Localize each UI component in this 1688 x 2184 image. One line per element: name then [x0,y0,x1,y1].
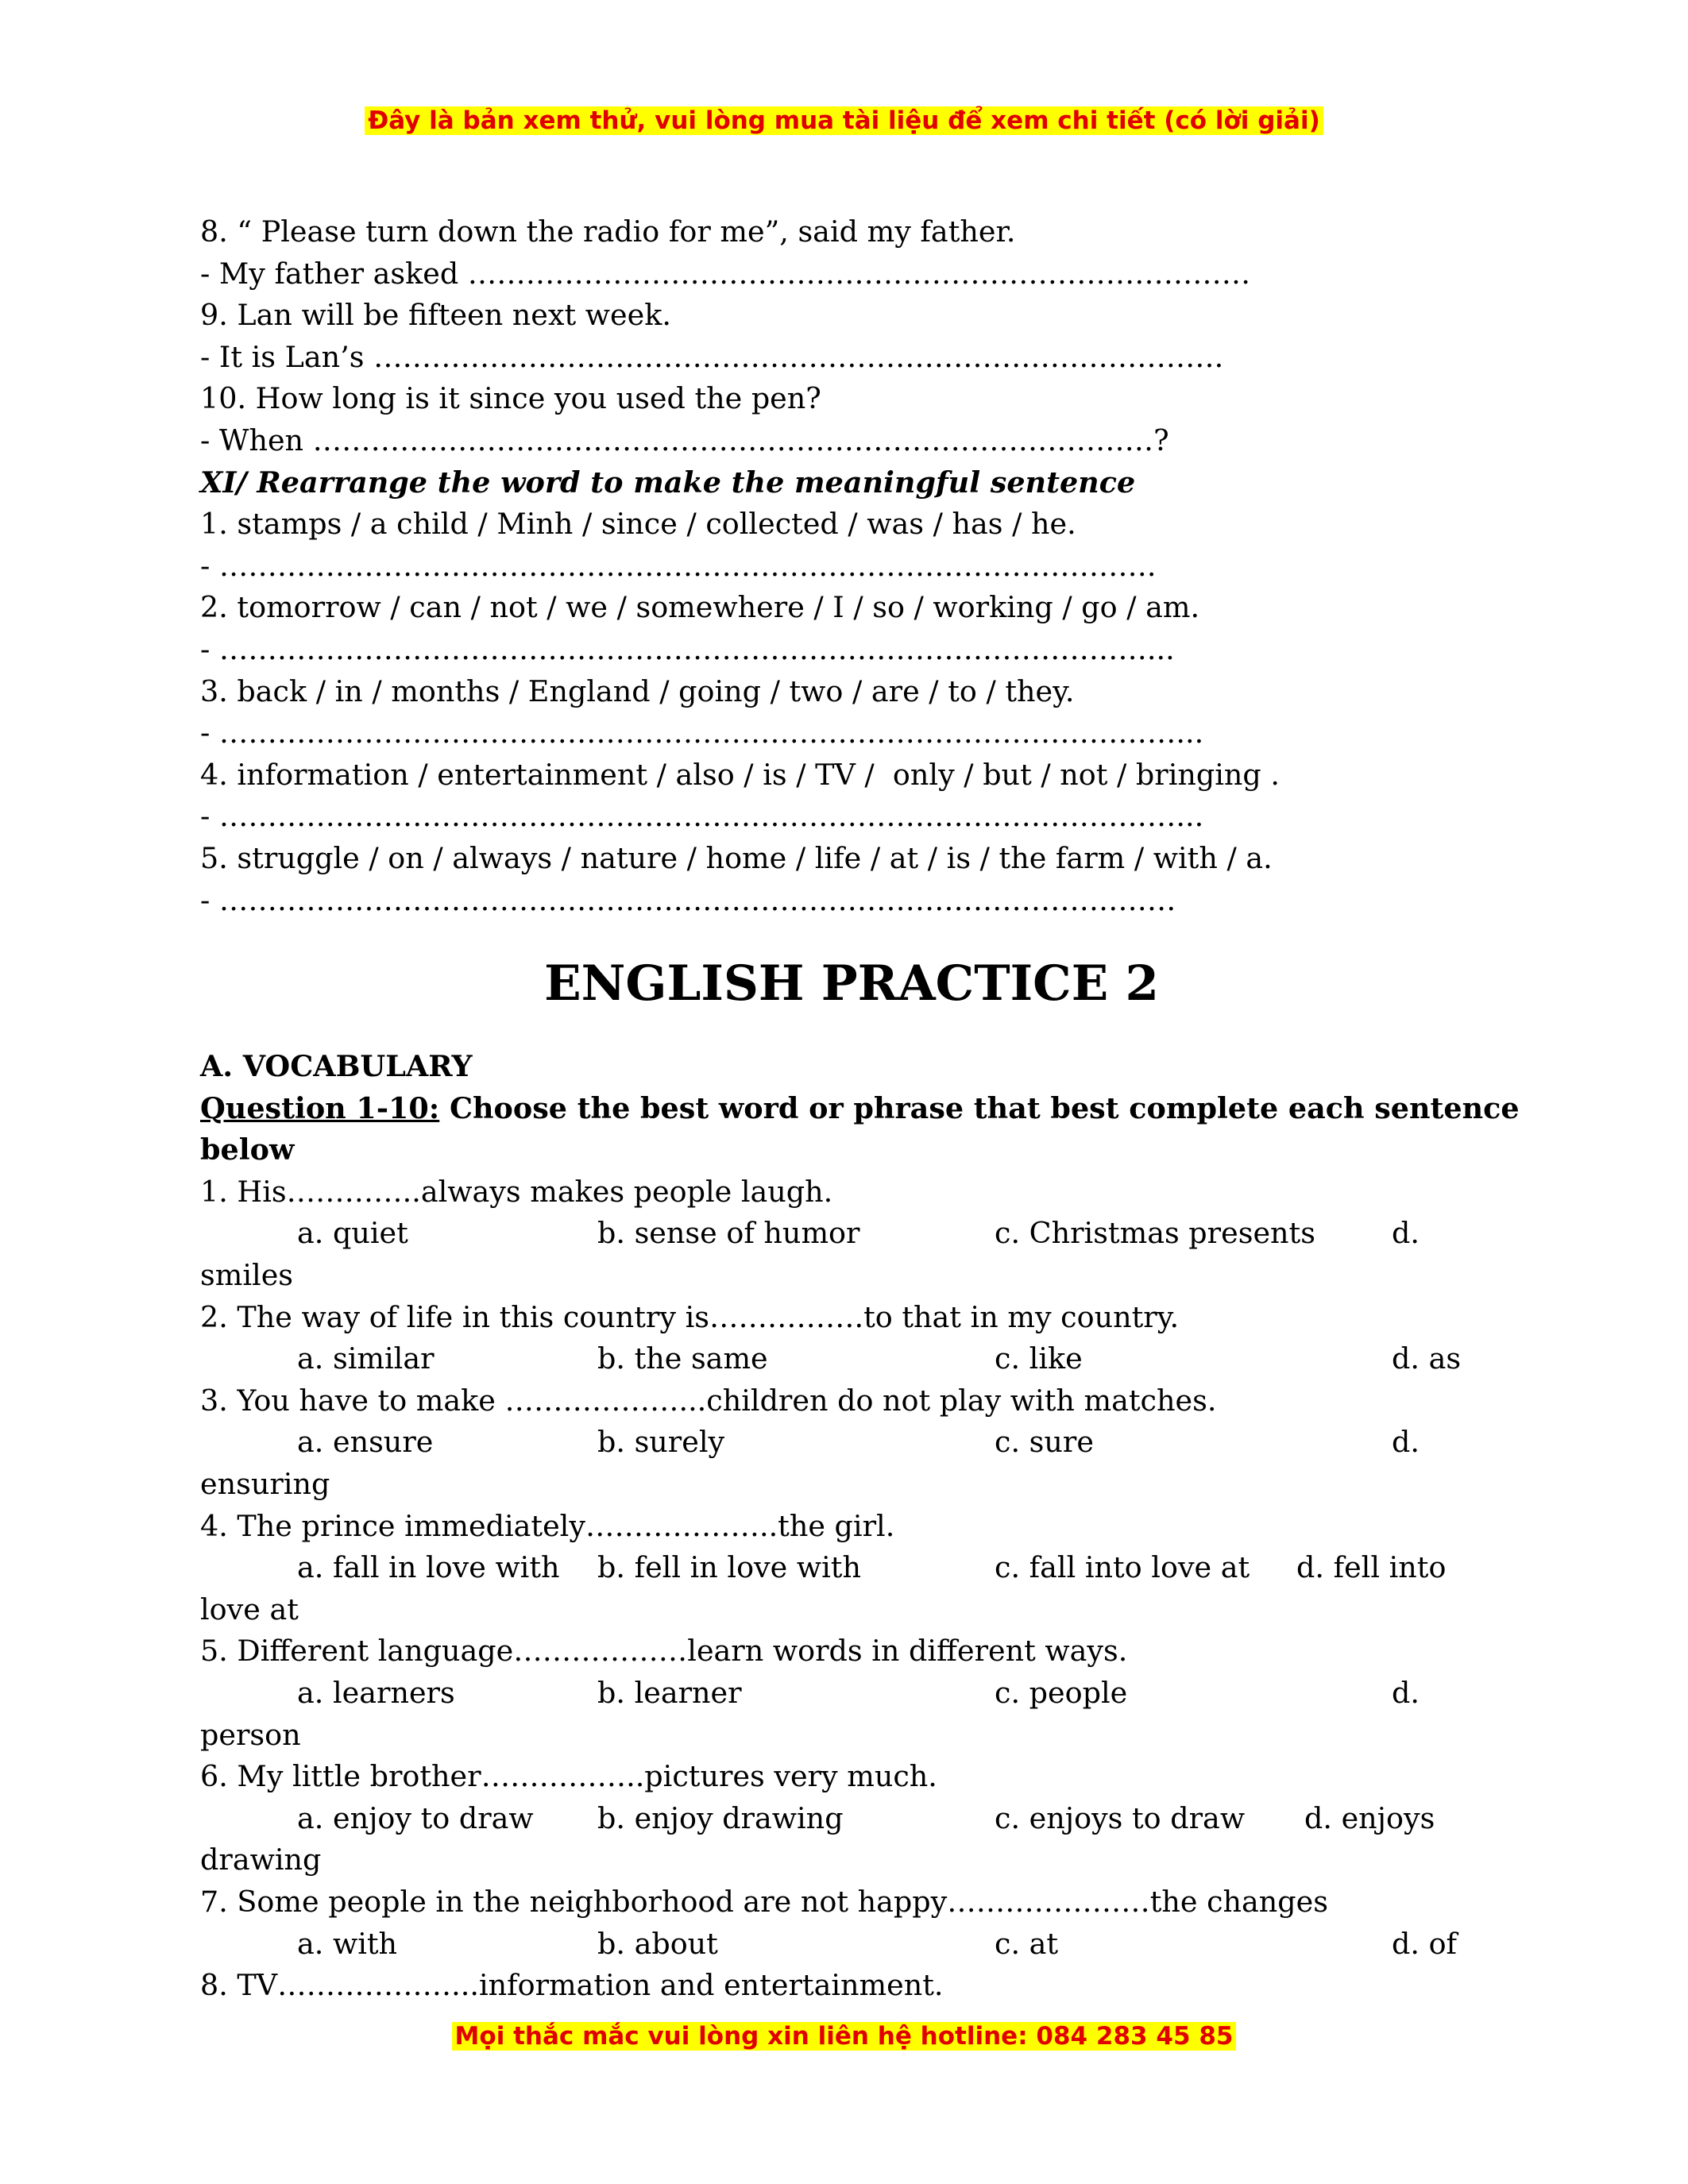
question-range-label: Question 1-10: [200,1090,440,1125]
option-c: c. enjoys to draw [995,1800,1246,1835]
option-b: b. sense of humor [597,1216,860,1251]
rearrange-answer-1: - ……………………………………………………………………………………. [200,548,1157,583]
option-c: c. at [995,1926,1059,1961]
option-b: b. learner [597,1676,742,1710]
transform-prompt-9: 9. Lan will be fifteen next week. [200,298,671,333]
transform-answer-9: - It is Lan’s ……………………………………………………………………………. [200,339,1224,374]
question-5-stem: 5. Different language………………learn words in different ways. [200,1634,1128,1669]
rearrange-prompt-3: 3. back / in / months / England / going / two / are / to / they. [200,673,1075,708]
question-instruction-continued: below [200,1133,295,1167]
rearrange-answer-4: - ………………………………………………………………………………………... [200,799,1204,834]
question-5-options [200,1673,1503,1715]
transform-answer-8: - My father asked ……………………………………………………………………… [200,256,1251,291]
option-b: b. the same [597,1341,768,1376]
question-4-options [200,1547,1503,1589]
question-3-option-d-wrap: ensuring [200,1467,330,1502]
rearrange-answer-3: - ………………………………………………………………………………………... [200,716,1204,751]
question-2-stem: 2. The way of life in this country is…………….to that in my country. [200,1299,1180,1334]
hotline-text: Mọi thắc mắc vui lòng xin liên hệ hotline: 084 283 45 85 [452,2022,1237,2051]
question-5-option-d-wrap: person [200,1717,301,1752]
transform-answer-10: - When ……………………………………………………………………………? [200,423,1169,457]
option-a: a. with [297,1926,398,1961]
rearrange-prompt-2: 2. tomorrow / can / not / we / somewhere / I / so / working / go / am. [200,590,1200,625]
option-a: a. quiet [297,1216,408,1251]
question-7-stem: 7. Some people in the neighborhood are not happy…………………the changes [200,1884,1329,1919]
question-4-option-d-wrap: love at [200,1592,299,1626]
option-d: d. fell into [1296,1550,1447,1585]
rearrange-prompt-4: 4. information / entertainment / also / is / TV / only / but / not / bringing . [200,757,1280,792]
option-d: d. [1392,1216,1420,1251]
option-a: a. ensure [297,1425,434,1460]
section-xi-title: XI/ Rearrange the word to make the meaningful sentence [200,465,1136,500]
option-b: b. enjoy drawing [597,1800,844,1835]
question-8-stem: 8. TV………………...information and entertainment. [200,1968,944,2003]
option-a: a. similar [297,1341,435,1376]
option-c: c. like [995,1341,1083,1376]
option-c: c. sure [995,1425,1094,1460]
option-c: c. Christmas presents [995,1216,1315,1251]
rearrange-answer-2: - ……………………………………………………………………………………... [200,631,1175,666]
question-3-options [200,1422,1503,1464]
question-6-stem: 6. My little brother……………..pictures very much. [200,1759,937,1794]
option-c: c. fall into love at [995,1550,1250,1585]
hotline-banner [0,2019,1688,2054]
question-2-options [200,1338,1503,1380]
question-1-options [200,1213,1503,1255]
transform-prompt-10: 10. How long is it since you used the pen? [200,381,821,416]
question-4-stem: 4. The prince immediately………………..the girl. [200,1508,895,1543]
option-c: c. people [995,1676,1128,1710]
rearrange-prompt-5: 5. struggle / on / always / nature / home / life / at / is / the farm / with / a. [200,840,1273,875]
rearrange-answer-5: - ……………………………………………………………………………………… [200,882,1176,917]
option-d: d. enjoys [1304,1800,1435,1835]
question-6-options [200,1798,1503,1840]
vocabulary-heading: A. VOCABULARY [200,1049,473,1084]
option-b: b. fell in love with [597,1550,861,1585]
preview-notice-text: Đây là bản xem thử, vui lòng mua tài liệu để xem chi tiết (có lời giải) [365,106,1323,135]
option-b: b. surely [597,1425,725,1460]
rearrange-prompt-1: 1. stamps / a child / Minh / since / collected / was / has / he. [200,507,1076,542]
option-d: d. [1392,1676,1420,1710]
option-a: a. enjoy to draw [297,1800,534,1835]
transform-prompt-8: 8. “ Please turn down the radio for me”, said my father. [200,214,1016,249]
option-d: d. as [1392,1341,1462,1376]
question-6-option-d-wrap: drawing [200,1843,322,1877]
question-7-options [200,1924,1503,1966]
option-a: a. fall in love with [297,1550,560,1585]
option-d: d. of [1392,1926,1458,1961]
question-instruction [200,1088,1520,1130]
question-3-stem: 3. You have to make ………………...children do not play with matches. [200,1383,1217,1418]
question-1-stem: 1. His…………..always makes people laugh. [200,1174,833,1209]
option-a: a. learners [297,1676,455,1710]
document-body [200,211,1520,2007]
option-b: b. about [597,1926,718,1961]
question-1-option-d-wrap: smiles [200,1258,294,1293]
preview-notice-banner [0,103,1688,138]
practice-title: ENGLISH PRACTICE 2 [544,955,1159,1013]
question-instruction-text: Choose the best word or phrase that best complete each sentence [439,1090,1520,1125]
option-d: d. [1392,1425,1420,1460]
